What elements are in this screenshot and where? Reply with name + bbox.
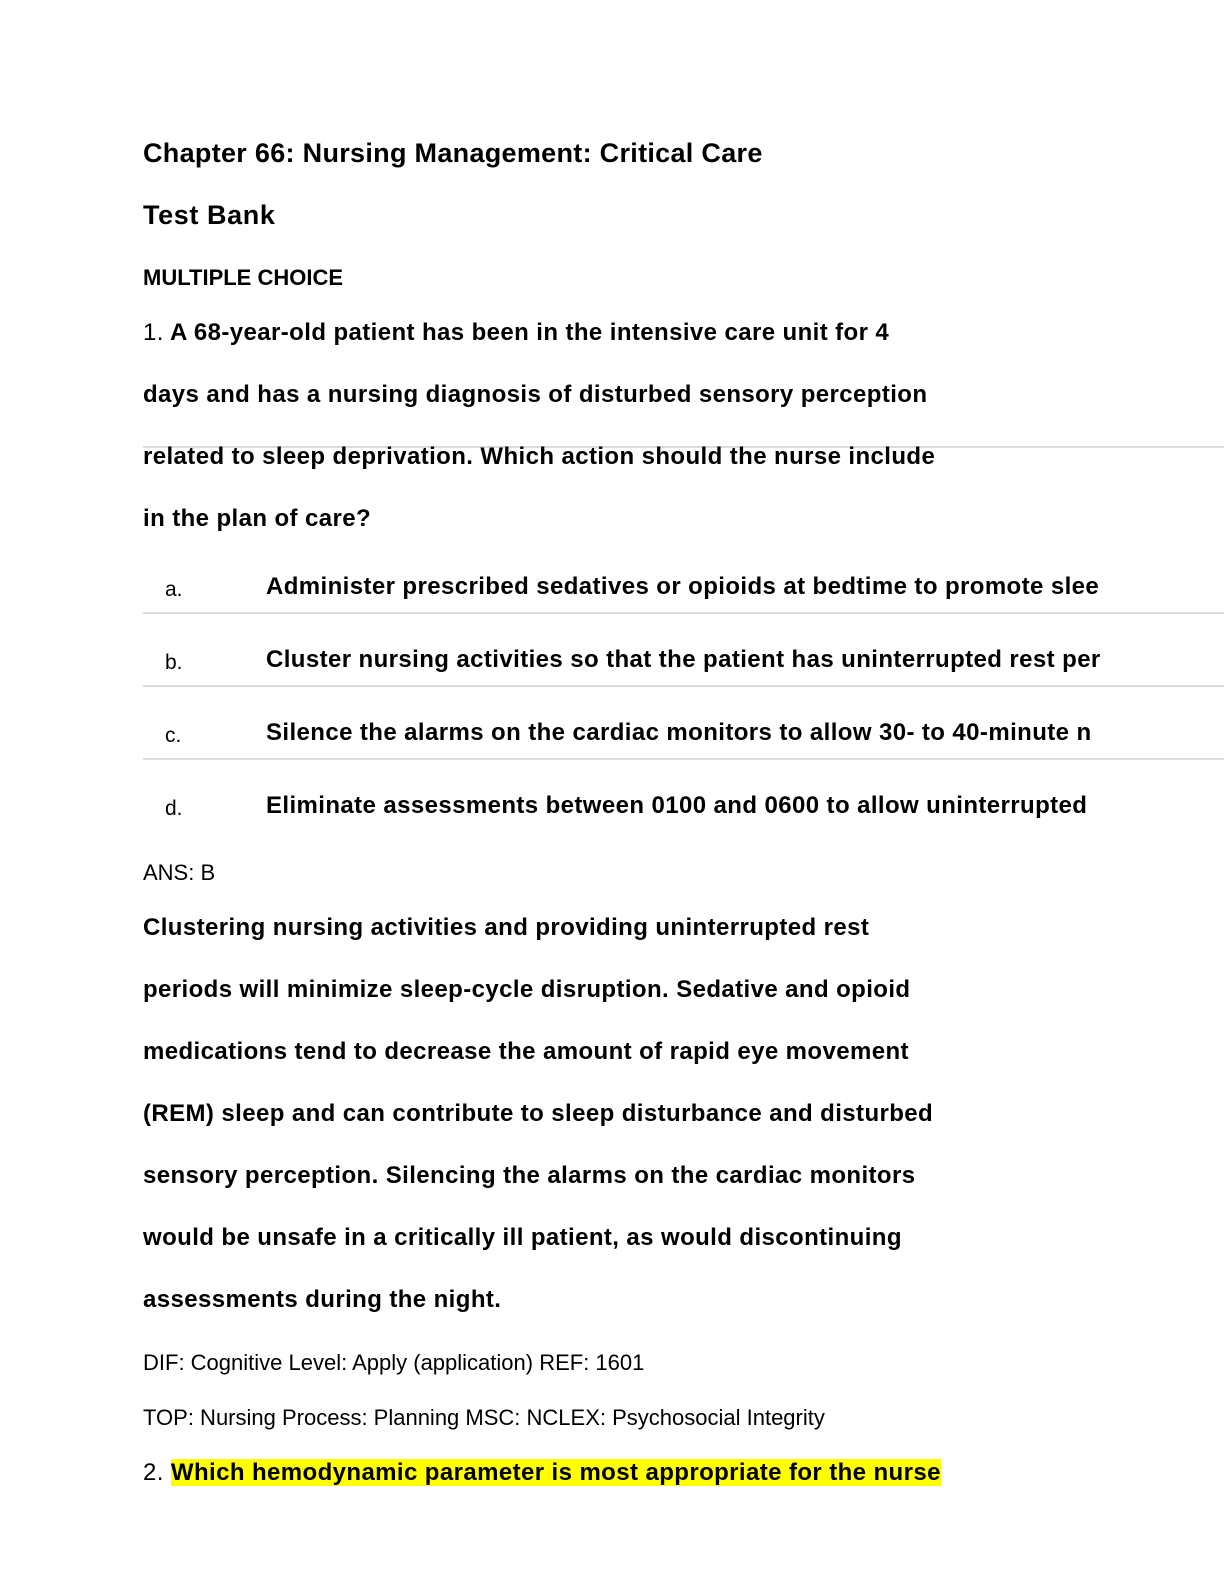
question-2-line-1: [143, 1459, 941, 1487]
rationale-line-5: sensory perception. Silencing the alarms on the cardiac monitors: [143, 1162, 916, 1189]
option-c-text: Silence the alarms on the cardiac monitors to allow 30- to 40-minute n: [266, 719, 1092, 746]
option-d-text: Eliminate assessments between 0100 and 0600 to allow uninterrupted: [266, 792, 1088, 819]
question-1-line-1: [143, 319, 889, 347]
option-a-letter: a.: [165, 578, 183, 601]
question-1-line-2: days and has a nursing diagnosis of disturbed sensory perception: [143, 381, 928, 408]
option-divider: [143, 612, 1224, 614]
document-subtitle: Test Bank: [143, 200, 276, 230]
question-1-line-3: related to sleep deprivation. Which action should the nurse include: [143, 443, 936, 470]
question-text: A 68-year-old patient has been in the intensive care unit for 4: [170, 319, 890, 346]
chapter-title: Chapter 66: Nursing Management: Critical Care: [143, 138, 763, 168]
question-1-line-4: in the plan of care?: [143, 505, 372, 532]
option-c-letter: c.: [165, 724, 182, 747]
option-b-letter: b.: [165, 651, 183, 674]
rationale-line-2: periods will minimize sleep-cycle disruption. Sedative and opioid: [143, 976, 911, 1003]
option-divider: [143, 758, 1224, 760]
question-number: 2.: [143, 1459, 164, 1486]
rationale-line-1: Clustering nursing activities and providing uninterrupted rest: [143, 914, 870, 941]
highlighted-question-text: [171, 1459, 941, 1486]
rationale-line-6: would be unsafe in a critically ill patient, as would discontinuing: [143, 1224, 902, 1251]
question-number: 1.: [143, 319, 164, 346]
rationale-line-3: medications tend to decrease the amount of rapid eye movement: [143, 1038, 909, 1065]
option-divider: [143, 685, 1224, 687]
question-text: appropriate for the nurse: [638, 1459, 941, 1486]
topic-line: TOP: Nursing Process: Planning MSC: NCLEX: Psychosocial Integrity: [143, 1405, 825, 1430]
option-d-letter: d.: [165, 797, 183, 820]
rationale-line-7: assessments during the night.: [143, 1286, 502, 1313]
option-b-text: Cluster nursing activities so that the patient has uninterrupted rest per: [266, 646, 1101, 673]
question-text: Which hemodynamic parameter is: [170, 1459, 580, 1486]
answer-key: ANS: B: [143, 860, 216, 885]
emphasis-text: most: [579, 1459, 639, 1486]
difficulty-line: DIF: Cognitive Level: Apply (application) REF: 1601: [143, 1350, 645, 1375]
rationale-line-4: (REM) sleep and can contribute to sleep disturbance and disturbed: [143, 1100, 934, 1127]
section-heading: MULTIPLE CHOICE: [143, 265, 344, 290]
option-a-text: Administer prescribed sedatives or opioids at bedtime to promote slee: [266, 573, 1100, 600]
